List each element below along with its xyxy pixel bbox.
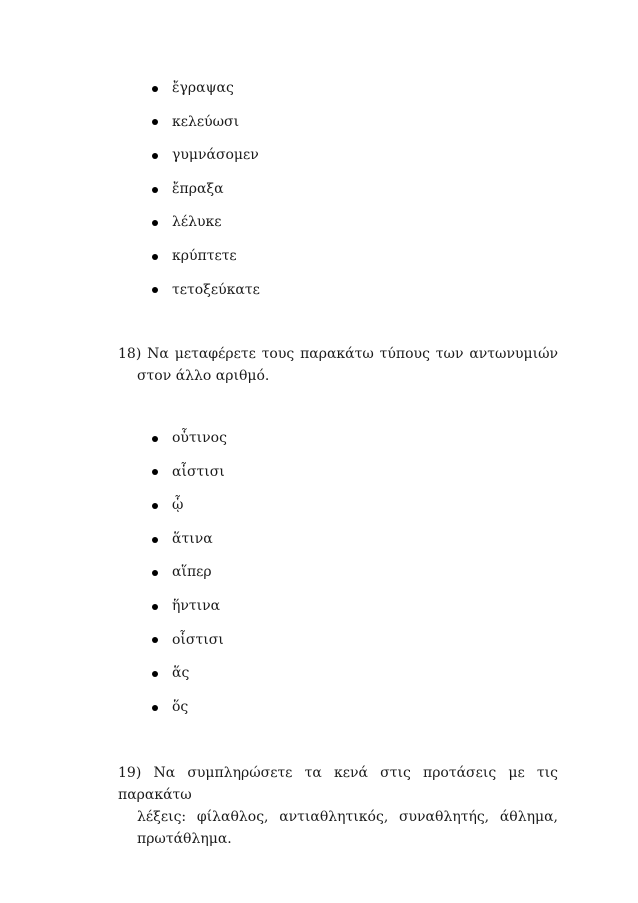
list-item-text: ἅς	[172, 665, 190, 682]
bullet-icon	[152, 537, 158, 543]
list-item	[152, 489, 227, 523]
list-item-text: λέλυκε	[172, 214, 222, 231]
list-item-text: οὗτινος	[172, 430, 227, 446]
bullet-icon	[152, 469, 158, 475]
verb-forms-list	[152, 72, 260, 307]
list-item	[152, 206, 260, 240]
bullet-icon	[152, 86, 158, 92]
question-18-line-1: 18) Να μεταφέρετε τους παρακάτω τύπους των αντωνυμιών	[118, 346, 558, 362]
list-item	[152, 691, 227, 725]
question-18	[118, 343, 558, 387]
list-item-text: κελεύωσι	[172, 113, 240, 130]
bullet-icon	[152, 671, 158, 677]
bullet-icon	[152, 187, 158, 193]
bullet-icon	[152, 119, 158, 125]
bullet-icon	[152, 220, 158, 226]
list-item-text: ἥντινα	[172, 597, 221, 614]
list-item-text: κρύπτετε	[172, 247, 237, 264]
list-item-text: ὅς	[172, 698, 189, 715]
list-item-text: ᾧ	[172, 497, 184, 514]
list-item	[152, 139, 260, 173]
bullet-icon	[152, 153, 158, 159]
list-item	[152, 624, 227, 658]
bullet-icon	[152, 705, 158, 711]
list-item-text: οἷστισι	[172, 631, 224, 648]
list-item	[152, 523, 227, 557]
list-item-text: ἔπραξα	[172, 180, 224, 197]
question-19-line-2: λέξεις: φίλαθλος, αντιαθλητικός, συναθλητής, άθλημα,	[137, 809, 558, 825]
list-item	[152, 106, 260, 140]
list-item	[152, 456, 227, 490]
list-item	[152, 72, 260, 106]
list-item	[152, 274, 260, 308]
bullet-icon	[152, 287, 158, 293]
list-item	[152, 657, 227, 691]
question-18-line-2: στον άλλο αριθμό.	[137, 368, 270, 384]
bullet-icon	[152, 604, 158, 610]
question-19-line-3: πρωτάθλημα.	[137, 831, 232, 847]
question-19-line-1: 19) Να συμπληρώσετε τα κενά στις προτάσεις με τις παρακάτω	[118, 765, 558, 803]
list-item	[152, 173, 260, 207]
list-item-text: αἵπερ	[172, 564, 212, 581]
pronoun-forms-list	[152, 422, 227, 724]
list-item	[152, 422, 227, 456]
list-item-text: ἅτινα	[172, 530, 213, 547]
question-19	[118, 762, 558, 850]
bullet-icon	[152, 254, 158, 260]
list-item-text: τετοξεύκατε	[172, 281, 260, 298]
bullet-icon	[152, 503, 158, 509]
list-item	[152, 240, 260, 274]
list-item-text: ἔγραψας	[172, 80, 234, 96]
list-item	[152, 590, 227, 624]
bullet-icon	[152, 436, 158, 442]
bullet-icon	[152, 637, 158, 643]
bullet-icon	[152, 570, 158, 576]
list-item-text: γυμνάσομεν	[172, 147, 259, 164]
list-item	[152, 556, 227, 590]
list-item-text: αἷστισι	[172, 463, 225, 480]
